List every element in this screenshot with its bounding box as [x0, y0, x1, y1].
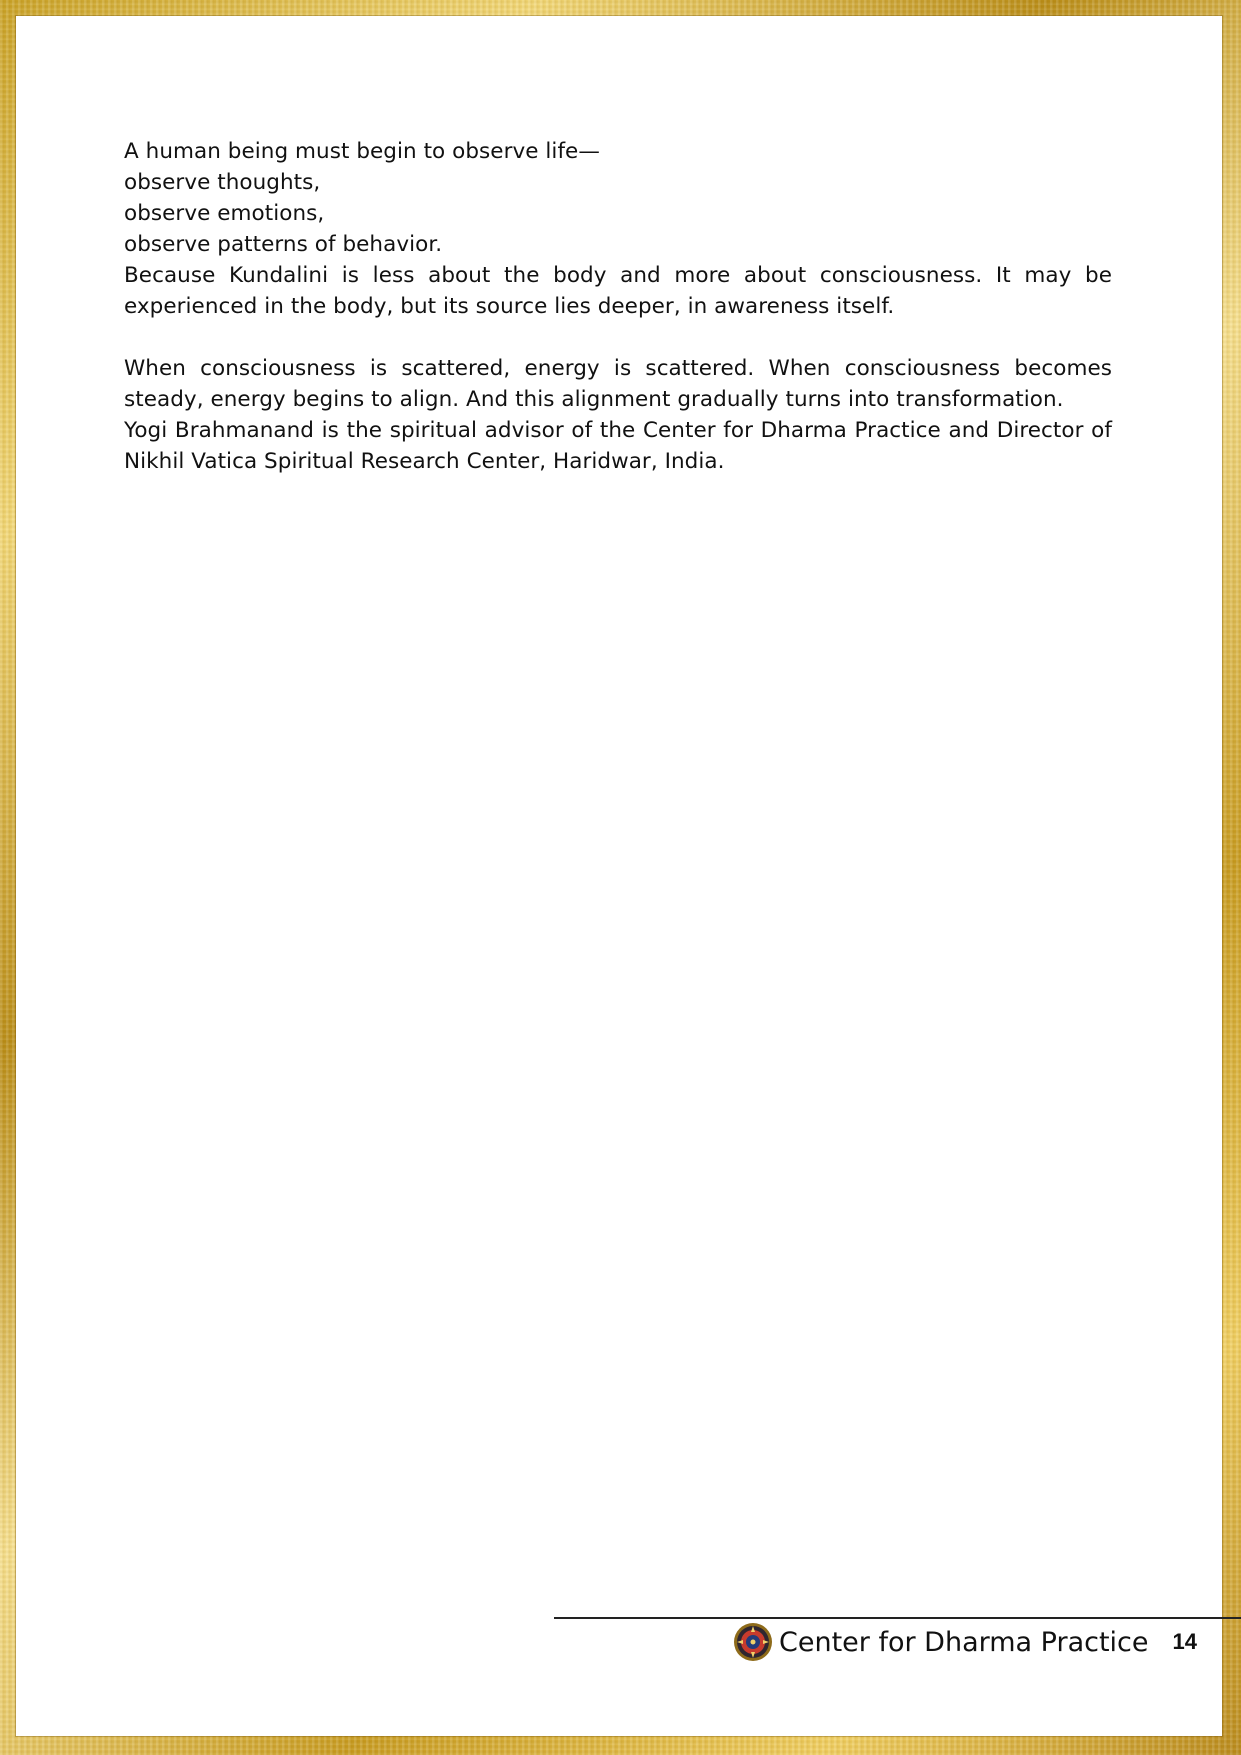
article-body	[124, 136, 1112, 477]
organization-name: Center for Dharma Practice	[779, 1626, 1149, 1658]
page-number: 14	[1172, 1629, 1197, 1654]
observe-patterns-line: observe patterns of behavior.	[124, 232, 443, 257]
kundalini-paragraph: Because Kundalini is less about the body and more about consciousness. It may be experienced in the body, but its source lies deeper, in awareness itself.	[124, 263, 1112, 319]
paragraph-spacer	[124, 322, 1112, 353]
observe-thoughts-line: observe thoughts,	[124, 170, 321, 195]
dharma-emblem-icon	[733, 1622, 773, 1662]
author-bio-paragraph: Yogi Brahmanand is the spiritual advisor of the Center for Dharma Practice and Director of Nikhil Vatica Spiritual Research Center, Haridwar, India.	[124, 418, 1112, 474]
consciousness-paragraph: When consciousness is scattered, energy is scattered. When consciousness becomes steady, energy begins to align. And this alignment gradually turns into transformation.	[124, 356, 1112, 412]
observe-intro-line: A human being must begin to observe life—	[124, 139, 600, 164]
page-footer	[733, 1619, 1197, 1665]
observe-emotions-line: observe emotions,	[124, 201, 325, 226]
document-page	[16, 16, 1222, 1736]
